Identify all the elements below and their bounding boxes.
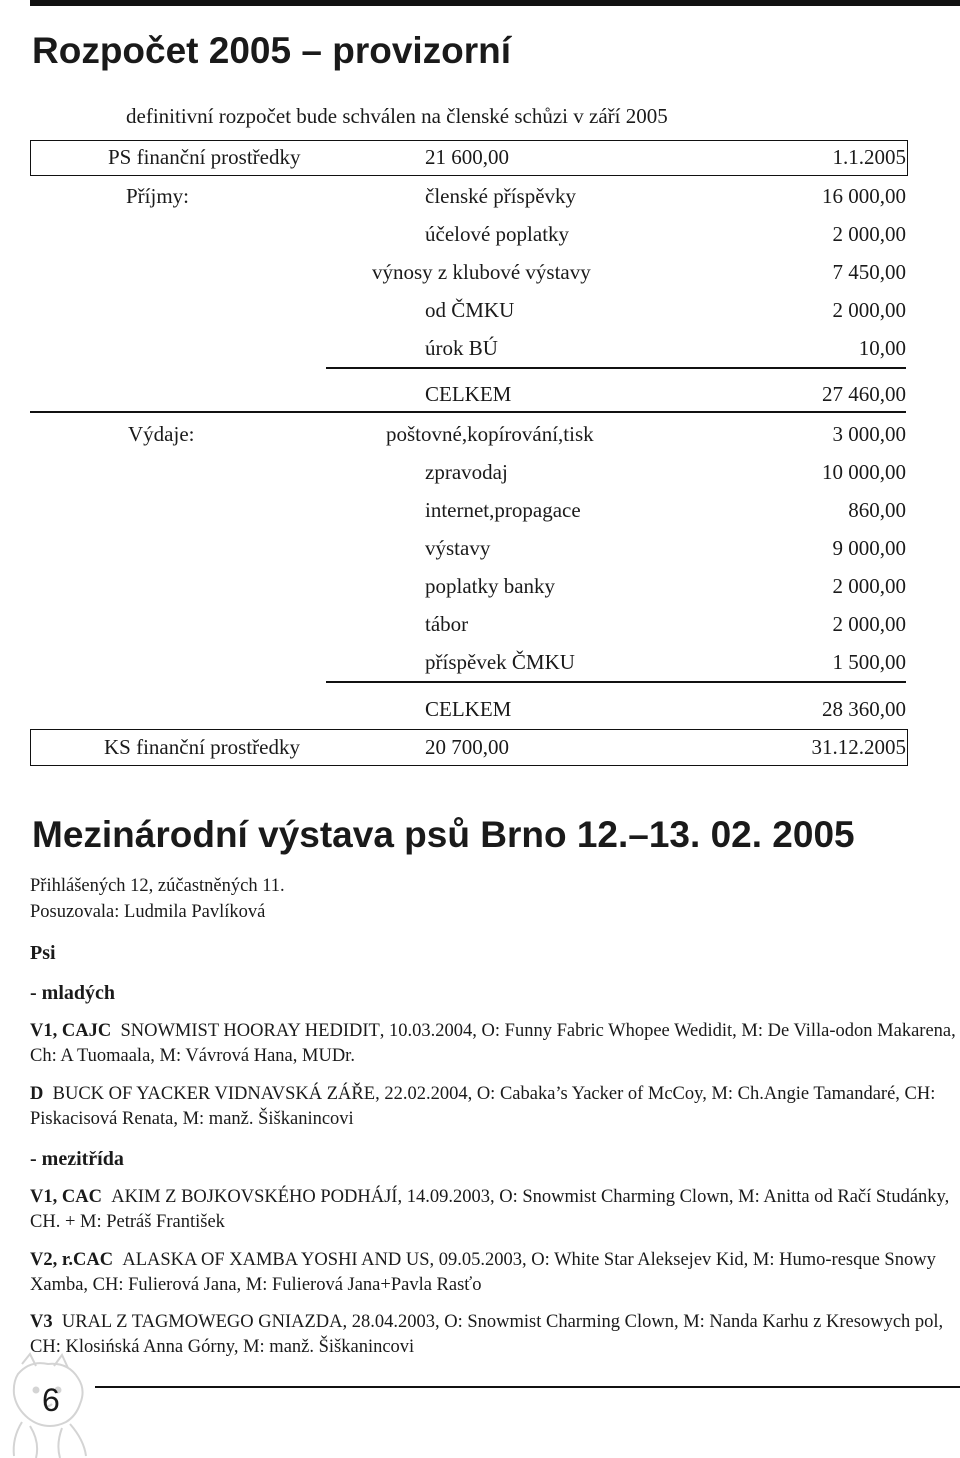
income-item-amount: 2 000,00	[832, 298, 906, 322]
show-entry	[30, 1310, 960, 1360]
income-item-label: od ČMKU	[425, 298, 515, 322]
income-item-amount: 10,00	[858, 336, 906, 360]
entry-dog-name: URAL Z TAGMOWEGO GNIAZDA	[61, 1312, 343, 1332]
show-entry	[30, 1248, 960, 1298]
entry-award: V1, CAC	[30, 1187, 102, 1207]
expense-item-label: poštovné,kopírování,tisk	[386, 422, 594, 446]
income-item-label: výnosy z klubové výstavy	[372, 260, 591, 284]
budget-title: Rozpočet 2005 – provizorní	[32, 30, 512, 71]
class-heading: - mladých	[30, 982, 115, 1004]
entry-award: D	[30, 1084, 44, 1104]
income-item-label: úrok BÚ	[425, 336, 498, 360]
income-label: Příjmy:	[126, 184, 190, 208]
page-number: 6	[42, 1382, 60, 1418]
expense-total-label: CELKEM	[425, 697, 512, 721]
entry-details: , 14.09.2003, O: Snowmist Charming Clown, M: Anitta od Račí Studánky, CH. + M: Petráš František	[30, 1187, 950, 1232]
class-heading: - mezitřída	[30, 1148, 124, 1170]
entry-dog-name: AKIM Z BOJKOVSKÉHO PODHÁJÍ	[111, 1187, 398, 1207]
show-entry	[30, 1185, 960, 1235]
expense-item-amount: 10 000,00	[822, 460, 906, 484]
entry-dog-name: ALASKA OF XAMBA YOSHI AND US	[122, 1250, 430, 1270]
show-entry	[30, 1082, 960, 1132]
closing-label: KS finanční prostředky	[104, 735, 300, 759]
show-registered: Přihlášených 12, zúčastněných 11.	[30, 876, 285, 896]
expense-subtotal-rule	[326, 681, 906, 683]
expense-item-label: tábor	[425, 612, 469, 636]
entry-details: , 09.05.2003, O: White Star Aleksejev Kid, M: Humo-resque Snowy Xamba, CH: Fulierová Jana, M: Fulierová Jana+Pavla Rasťo	[30, 1250, 936, 1295]
section-divider	[30, 411, 906, 413]
expense-item-amount: 3 000,00	[832, 422, 906, 446]
entry-details: , 22.02.2004, O: Cabaka’s Yacker of McCoy, M: Ch.Angie Tamandaré, CH: Piskacisová Renata, M: manž. Šiškanincovi	[30, 1084, 936, 1129]
top-rule	[30, 0, 960, 6]
expense-item-amount: 860,00	[848, 498, 906, 522]
expenses-label: Výdaje:	[128, 422, 195, 446]
entry-dog-name: BUCK OF YACKER VIDNAVSKÁ ZÁŘE	[52, 1084, 376, 1104]
expense-item-label: internet,propagace	[425, 498, 581, 522]
income-total-amount: 27 460,00	[822, 382, 906, 406]
show-entry	[30, 1019, 960, 1069]
opening-label: PS finanční prostředky	[108, 145, 301, 169]
opening-amount: 21 600,00	[425, 145, 509, 169]
closing-amount: 20 700,00	[425, 735, 509, 759]
opening-date: 1.1.2005	[832, 145, 906, 169]
footer-rule	[95, 1386, 960, 1388]
expense-item-label: poplatky banky	[425, 574, 556, 598]
entry-dog-name: SNOWMIST HOORAY HEDIDIT	[120, 1021, 380, 1041]
income-item-label: účelové poplatky	[425, 222, 570, 246]
section-heading: Psi	[30, 942, 56, 964]
show-judge: Posuzovala: Ludmila Pavlíková	[30, 902, 266, 922]
expense-item-amount: 1 500,00	[832, 650, 906, 674]
budget-note: definitivní rozpočet bude schválen na členské schůzi v září 2005	[126, 104, 668, 128]
expense-item-amount: 2 000,00	[832, 574, 906, 598]
expense-total-amount: 28 360,00	[822, 697, 906, 721]
entry-details: , 10.03.2004, O: Funny Fabric Whopee Wedidit, M: De Villa-odon Makarena, Ch: A Tuomaala, M: Vávrová Hana, MUDr.	[30, 1021, 956, 1066]
income-subtotal-rule	[326, 367, 906, 369]
entry-details: , 28.04.2003, O: Snowmist Charming Clown, M: Nanda Karhu z Kresowych pol, CH: Klosińská Anna Górny, M: manž. Šiškanincovi	[30, 1312, 944, 1357]
expense-item-amount: 9 000,00	[832, 536, 906, 560]
entry-award: V3	[30, 1312, 53, 1332]
closing-date: 31.12.2005	[811, 735, 906, 759]
income-item-amount: 16 000,00	[822, 184, 906, 208]
entry-award: V2, r.CAC	[30, 1250, 114, 1270]
income-item-label: členské příspěvky	[425, 184, 577, 208]
income-item-amount: 7 450,00	[832, 260, 906, 284]
entry-award: V1, CAJC	[30, 1021, 112, 1041]
expense-item-label: výstavy	[425, 536, 491, 560]
expense-item-label: zpravodaj	[425, 460, 508, 484]
expense-item-label: příspěvek ČMKU	[425, 650, 575, 674]
income-item-amount: 2 000,00	[832, 222, 906, 246]
show-title: Mezinárodní výstava psů Brno 12.–13. 02. 2005	[32, 814, 855, 855]
income-total-label: CELKEM	[425, 382, 512, 406]
expense-item-amount: 2 000,00	[832, 612, 906, 636]
